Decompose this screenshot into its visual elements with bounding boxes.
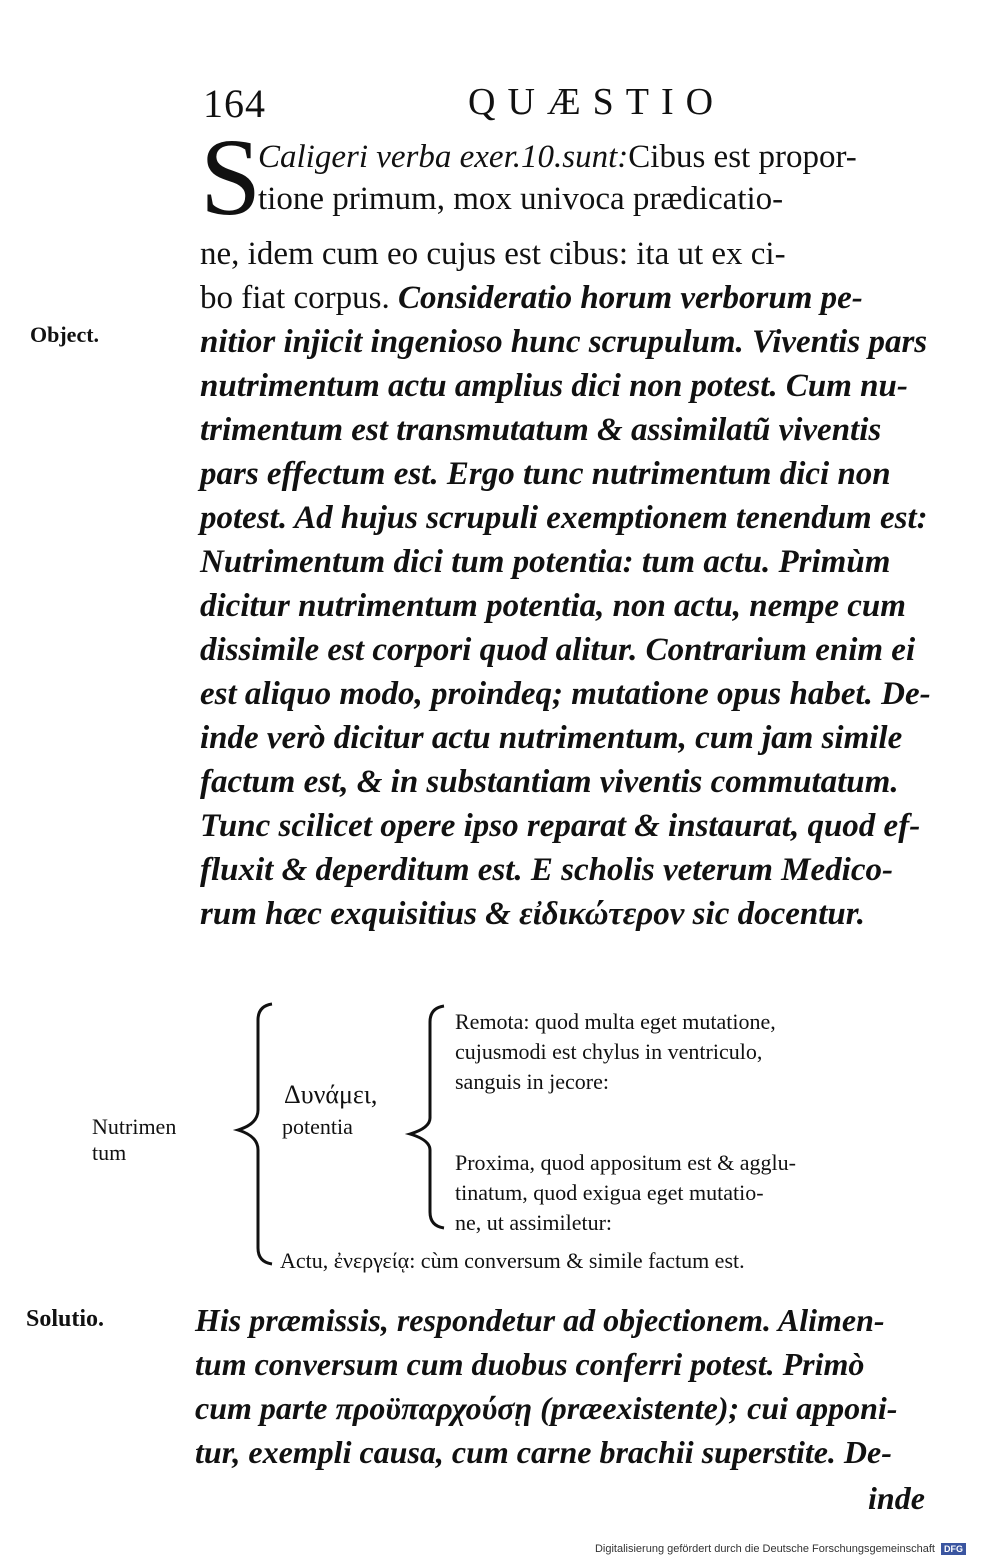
diagram-root-cont: tum [92, 1140, 127, 1165]
diagram-proxima-line: tinatum, quod exigua eget mutatio- [455, 1180, 764, 1205]
drop-cap: S [200, 116, 262, 238]
diagram-remota-line: sanguis in jecore: [455, 1069, 609, 1094]
intro-line-2: tione primum, mox univoca prædicatio- [258, 181, 784, 217]
body-line: inde verò dicitur actu nutrimentum, cum jam simile [200, 720, 903, 756]
digitization-credit [595, 1543, 966, 1555]
diagram-proxima-line: Proxima, quod appositum est & agglu- [455, 1150, 796, 1175]
body-line: rum hæc exquisitius & εἰδικώτερον sic docentur. [200, 896, 866, 932]
diagram-potentia-latin: potentia [282, 1114, 353, 1139]
intro-line-1-italic: Caligeri verba exer.10.sunt: [258, 139, 629, 175]
solutio-line: tur, exempli causa, cum carne brachii superstite. De- [195, 1434, 892, 1470]
body-line: nutrimentum actu amplius dici non potest. Cum nu- [200, 368, 908, 404]
body-line: dissimile est corpori quod alitur. Contrarium enim ei [200, 632, 916, 668]
intro-line-4-italic: Consideratio horum verborum pe- [397, 280, 863, 316]
body-line: est aliquo modo, proindeq; mutatione opus habet. De- [200, 676, 931, 712]
inner-brace [410, 1006, 444, 1228]
solutio-line: His præmissis, respondetur ad objectionem. Alimen- [195, 1302, 885, 1338]
body-line: trimentum est transmutatum & assimilatũ viventis [200, 412, 882, 448]
body-line: dicitur nutrimentum potentia, non actu, nempe cum [200, 588, 906, 624]
diagram-actu: Actu, ἐνεργείᾳ: cùm conversum & simile factum est. [280, 1248, 745, 1273]
catchword: inde [868, 1480, 925, 1516]
outer-brace [238, 1004, 272, 1264]
body-line: Tunc scilicet opere ipso reparat & instaurat, quod ef- [200, 808, 921, 844]
body-line: potest. Ad hujus scrupuli exemptionem tenendum est: [200, 500, 928, 536]
body-line: pars effectum est. Ergo tunc nutrimentum dici non [200, 456, 891, 492]
diagram-root: Nutrimen [92, 1114, 177, 1139]
dfg-logo: DFG [941, 1543, 966, 1555]
digitization-credit-text: Digitalisierung gefördert durch die Deutsche Forschungsgemeinschaft [594, 1543, 935, 1555]
margin-note-objection: Object. [30, 322, 100, 347]
diagram-remota-line: Remota: quod multa eget mutatione, [455, 1009, 776, 1034]
diagram-proxima-line: ne, ut assimiletur: [455, 1210, 613, 1235]
diagram-remota-line: cujusmodi est chylus in ventriculo, [455, 1039, 763, 1064]
body-line: nitior injicit ingenioso hunc scrupulum. Viventis pars [200, 324, 928, 360]
body-line: fluxit & deperditum est. E scholis veterum Medico- [200, 852, 893, 888]
intro-line-1-roman: Cibus est propor- [628, 139, 857, 175]
intro-line-4-roman: bo fiat corpus. [200, 280, 390, 316]
page-number: 164 [203, 81, 266, 126]
diagram-potentia-greek: Δυνάμει, [284, 1080, 378, 1109]
solutio-line: cum parte προϋπαρχούσῃ (præexistente); cui apponi- [195, 1390, 898, 1426]
body-line: Nutrimentum dici tum potentia: tum actu. Primùm [200, 544, 891, 580]
solutio-line: tum conversum cum duobus conferri potest. Primò [195, 1346, 865, 1382]
margin-note-solution: Solutio. [26, 1306, 105, 1332]
intro-line-3: ne, idem cum eo cujus est cibus: ita ut ex ci- [200, 236, 786, 272]
running-title: QUÆSTIO [468, 81, 726, 123]
body-line: factum est, & in substantiam viventis commutatum. [200, 764, 899, 800]
